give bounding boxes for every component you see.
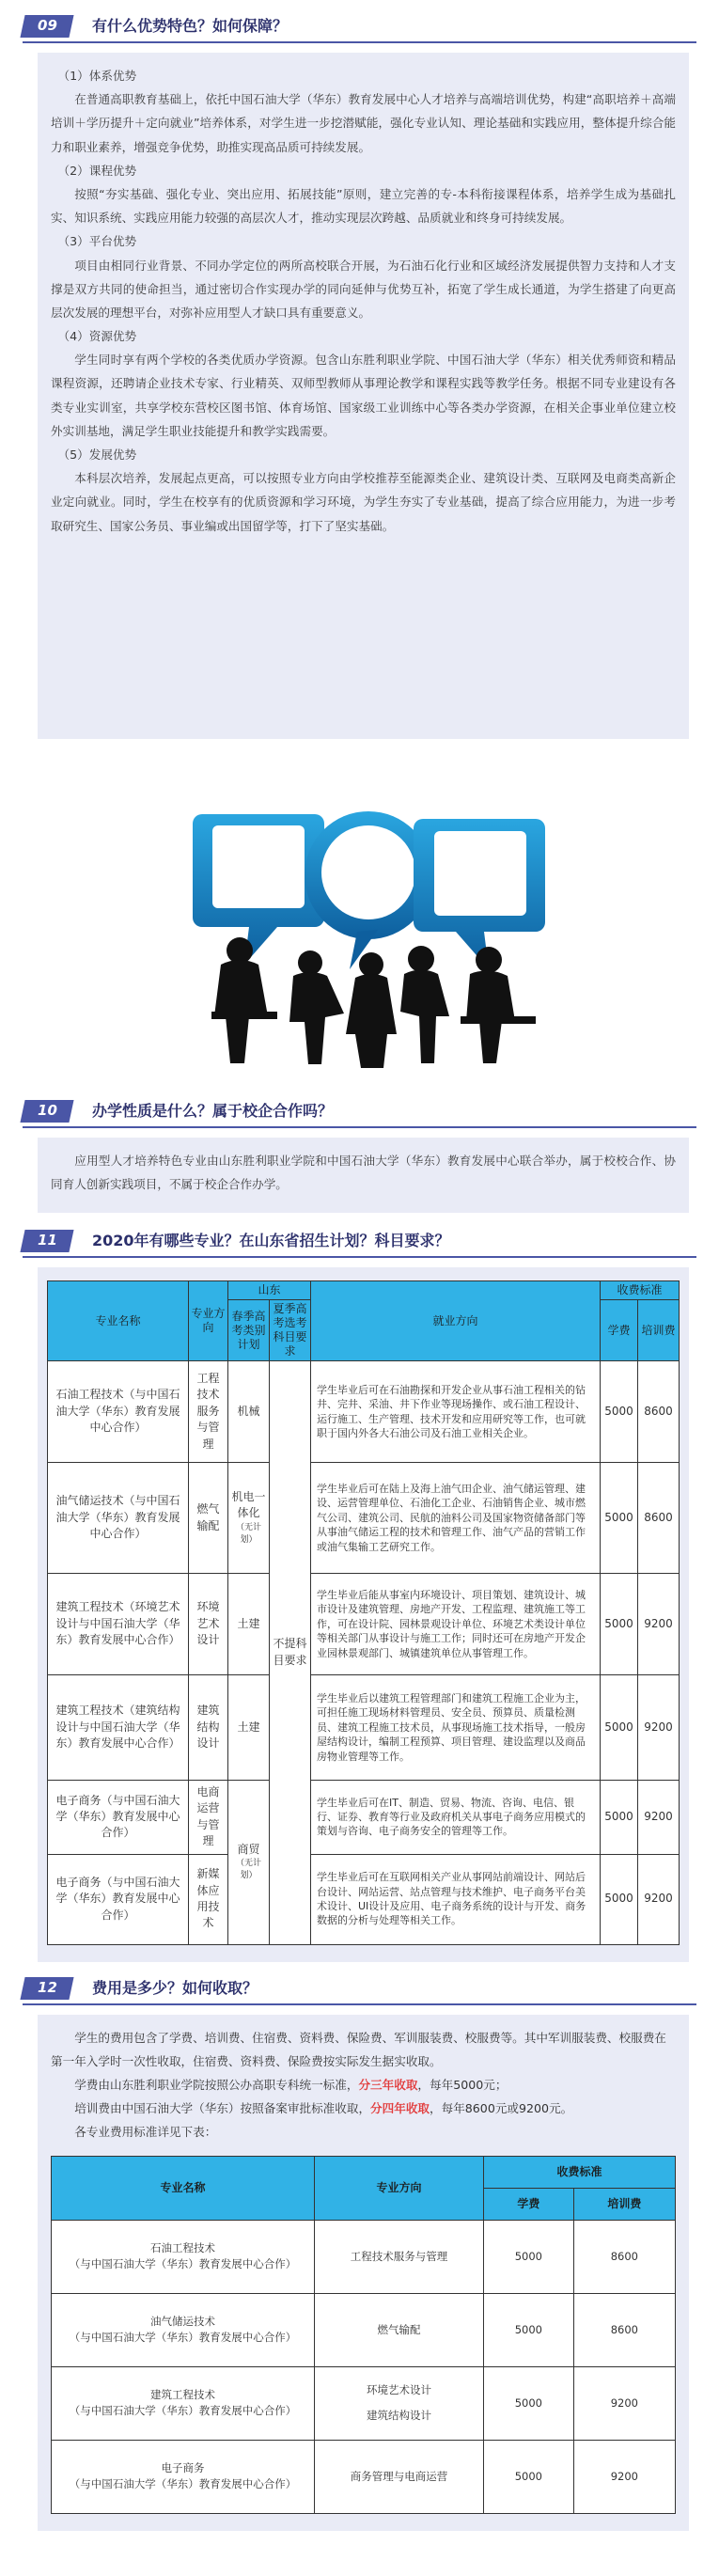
fee-text: 培训费由中国石油大学（华东）按照备案审批标准收取，分四年收取，每年8600元或9200元。 [74, 2101, 573, 2116]
fees-panel [38, 2015, 689, 2531]
fee-text: 学费由山东胜利职业学院按照公办高职专科统一标准，分三年收取，每年5000元； [74, 2077, 508, 2092]
highlight-text: 分四年收取 [370, 2101, 430, 2116]
table-row: 石油工程技术 （与中国石油大学（华东）教育发展中心合作） 工程技术服务与管理 5000 8600 [52, 2220, 676, 2293]
majors-table [47, 1280, 680, 1945]
section-number: 10 [20, 1100, 73, 1123]
advantage-text: 按照“夯实基础、强化专业、突出应用、拓展技能”原则，建立完善的专-本科衔接课程体系，培养学生成为基础扎实、知识系统、实践应用能力较强的高层次人才，推动实现层次跨越、品质就业和终身可持续发展。 [51, 186, 676, 226]
col-training: 培训费 [638, 1300, 680, 1361]
nature-panel [38, 1138, 689, 1213]
col-major: 专业名称 [52, 2156, 315, 2220]
table-row: 油气储运技术（与中国石油大学（华东）教育发展中心合作） 燃气输配 机电一体化 （无计划） 学生毕业后可在陆上及海上油气田企业、油气储运管理、建设、运营管理单位、石油化工企业、石油销售企业、城市燃气公司、建筑公司、民航的油料公司及国家物资储备部门等从事油气储运工程的技术和管理工作、油气产品的营销工作或油气集输工艺研究工作。 5000 8600 [48, 1463, 680, 1574]
fee-table [51, 2156, 676, 2514]
section-number: 09 [20, 15, 73, 38]
advantage-text: 本科层次培养，发展起点更高，可以按照专业方向由学校推荐至能源类企业、建筑设计类、互联网及电商类高新企业定向就业。同时，学生在校享有的优质资源和学习环境，为学生夯实了专业基础，提高了综合应用能力，为进一步考取研究生、国家公务员、事业编或出国留学等，打下了坚实基础。 [51, 471, 676, 533]
advantage-heading: （3）平台优势 [57, 234, 137, 249]
section-title: 2020年有哪些专业？在山东省招生计划？科目要求？ [92, 1232, 450, 1250]
section-11-header [23, 1226, 696, 1258]
section-number: 12 [20, 1977, 73, 2000]
section-09-header [23, 11, 696, 43]
table-row: 建筑工程技术（环境艺术设计与中国石油大学（华东）教育发展中心合作） 环境艺术设计 土建 学生毕业后能从事室内环境设计、项目策划、建筑设计、城市设计及建筑管理、房地产开发、工程监理、建筑施工等工作，可在设计院、园林景观设计单位、环境艺术类设计单位等相关部门从事设计与施工工作；同时还可在房地产开发企业园林景观部门、城镇建筑单位从事管理工作。 5000 9200 [48, 1574, 680, 1675]
advantage-heading: （2）课程优势 [57, 163, 137, 178]
table-row: 建筑工程技术（建筑结构设计与中国石油大学（华东）教育发展中心合作） 建筑结构设计 土建 学生毕业后以建筑工程管理部门和建筑工程施工企业为主，可担任施工现场材料管理员、安全员、预算员、质量检测员、建筑工程施工技术员，从事现场施工技术指导，一般房屋结构设计，编制工程预算、项目管理、建设监理以及商品房物业管理等工作。 5000 9200 [48, 1675, 680, 1781]
col-direction: 专业方向 [189, 1281, 228, 1361]
advantages-panel [38, 53, 689, 739]
advantage-heading: （4）资源优势 [57, 329, 137, 344]
col-shandong: 山东 [228, 1281, 311, 1300]
people-speech-bubbles-icon [0, 758, 719, 1077]
table-row: 电子商务（与中国石油大学（华东）教育发展中心合作） 新媒体应用技术 学生毕业后可在互联网相关产业从事网站前端设计、网站后台设计、网站运营、站点管理与技术维护、电子商务平台美术设计、UI设计及应用、电子商务系统的设计与开发、商务数据的分析与处理等相关工作。 5000 9200 [48, 1854, 680, 1944]
col-training: 培训费 [573, 2188, 675, 2220]
col-direction: 专业方向 [315, 2156, 484, 2220]
section-title: 办学性质是什么？属于校企合作吗？ [92, 1102, 334, 1121]
advantage-text: 在普通高职教育基础上，依托中国石油大学（华东）教育发展中心人才培养与高端培训优势，构建“高职培养＋高端培训＋学历提升＋定向就业”培养体系，对学生进一步挖潜赋能，强化专业认知、理论基础和实践应用，整体提升综合能力和职业素养，增强竞争优势，助推实现高品质可持续发展。 [51, 92, 676, 154]
nature-text: 应用型人才培养特色专业由山东胜利职业学院和中国石油大学（华东）教育发展中心联合举办，属于校校合作、协同育人创新实践项目，不属于校企合作办学。 [51, 1154, 676, 1192]
section-title: 费用是多少？如何收取？ [92, 1978, 258, 1997]
advantage-heading: （1）体系优势 [57, 69, 137, 83]
col-fee: 收费标准 [484, 2156, 676, 2188]
majors-table-wrap [38, 1267, 689, 1962]
table-row: 电子商务（与中国石油大学（华东）教育发展中心合作） 电商运营与管理 商贸 （无计划） 学生毕业后可在IT、制造、贸易、物流、咨询、电信、银行、证券、教育等行业及政府机关从事电子商务应用模式的策划与咨询、电子商务安全的管理等工作。 5000 9200 [48, 1781, 680, 1855]
table-row: 石油工程技术（与中国石油大学（华东）教育发展中心合作） 工程技术服务与管理 机械 不提科目要求 学生毕业后可在石油勘探和开发企业从事石油工程相关的钻井、完井、采油、井下作业等现场操作、或石油工程设计、运行施工、生产管理、技术开发和应用研究等工作，也可就职于国内外各大石油公司及石油工业相关企业。 5000 8600 [48, 1361, 680, 1463]
highlight-text: 分三年收取 [358, 2077, 418, 2092]
col-fee: 收费标准 [601, 1281, 680, 1300]
advantage-text: 项目由相同行业背景、不同办学定位的两所高校联合开展，为石油石化行业和区域经济发展提供智力支持和人才支撑是双方共同的使命担当，通过密切合作实现办学的同向延伸与优势互补，拓宽了学生成长通道，为学生搭建了向更高层次发展的理想平台，对弥补应用型人才缺口具有重要意义。 [51, 258, 676, 320]
col-tuition: 学费 [601, 1300, 638, 1361]
advantage-text: 学生同时享有两个学校的各类优质办学资源。包含山东胜利职业学院、中国石油大学（华东）相关优秀师资和精品课程资源，还聘请企业技术专家、行业精英、双师型教师从事理论教学和课程实践等教学任务。根据不同专业建设有各类专业实训室，共享学校东营校区图书馆、体育场馆、国家级工业训练中心等各类办学资源，在相关企事业单位建立校外实训基地，满足学生职业技能提升和教学实践需要。 [51, 353, 676, 438]
section-title: 有什么优势特色？如何保障？ [92, 17, 289, 36]
col-summer: 夏季高考选考科目要求 [270, 1300, 311, 1361]
table-row: 油气储运技术 （与中国石油大学（华东）教育发展中心合作） 燃气输配 5000 8600 [52, 2293, 676, 2366]
section-number: 11 [20, 1230, 73, 1252]
advantage-heading: （5）发展优势 [57, 448, 137, 462]
col-major: 专业名称 [48, 1281, 189, 1361]
fee-text: 学生的费用包含了学费、培训费、住宿费、资料费、保险费、军训服装费、校服费等。其中军训服装费、校服费在第一年入学时一次性收取，住宿费、资料费、保险费按实际发生据实收取。 [51, 2030, 666, 2068]
table-row: 电子商务 （与中国石油大学（华东）教育发展中心合作） 商务管理与电商运营 5000 9200 [52, 2440, 676, 2513]
col-tuition: 学费 [484, 2188, 574, 2220]
fee-text: 各专业费用标准详见下表： [74, 2125, 217, 2140]
table-row: 建筑工程技术 （与中国石油大学（华东）教育发展中心合作） 环境艺术设计 建筑结构设计 5000 9200 [52, 2366, 676, 2440]
discussion-illustration [0, 758, 719, 1096]
summer-req: 不提科目要求 [270, 1361, 311, 1945]
col-spring: 春季高考类别计划 [228, 1300, 270, 1361]
section-10-header [23, 1096, 696, 1128]
section-12-header [23, 1973, 696, 2005]
col-employ: 就业方向 [311, 1281, 601, 1361]
